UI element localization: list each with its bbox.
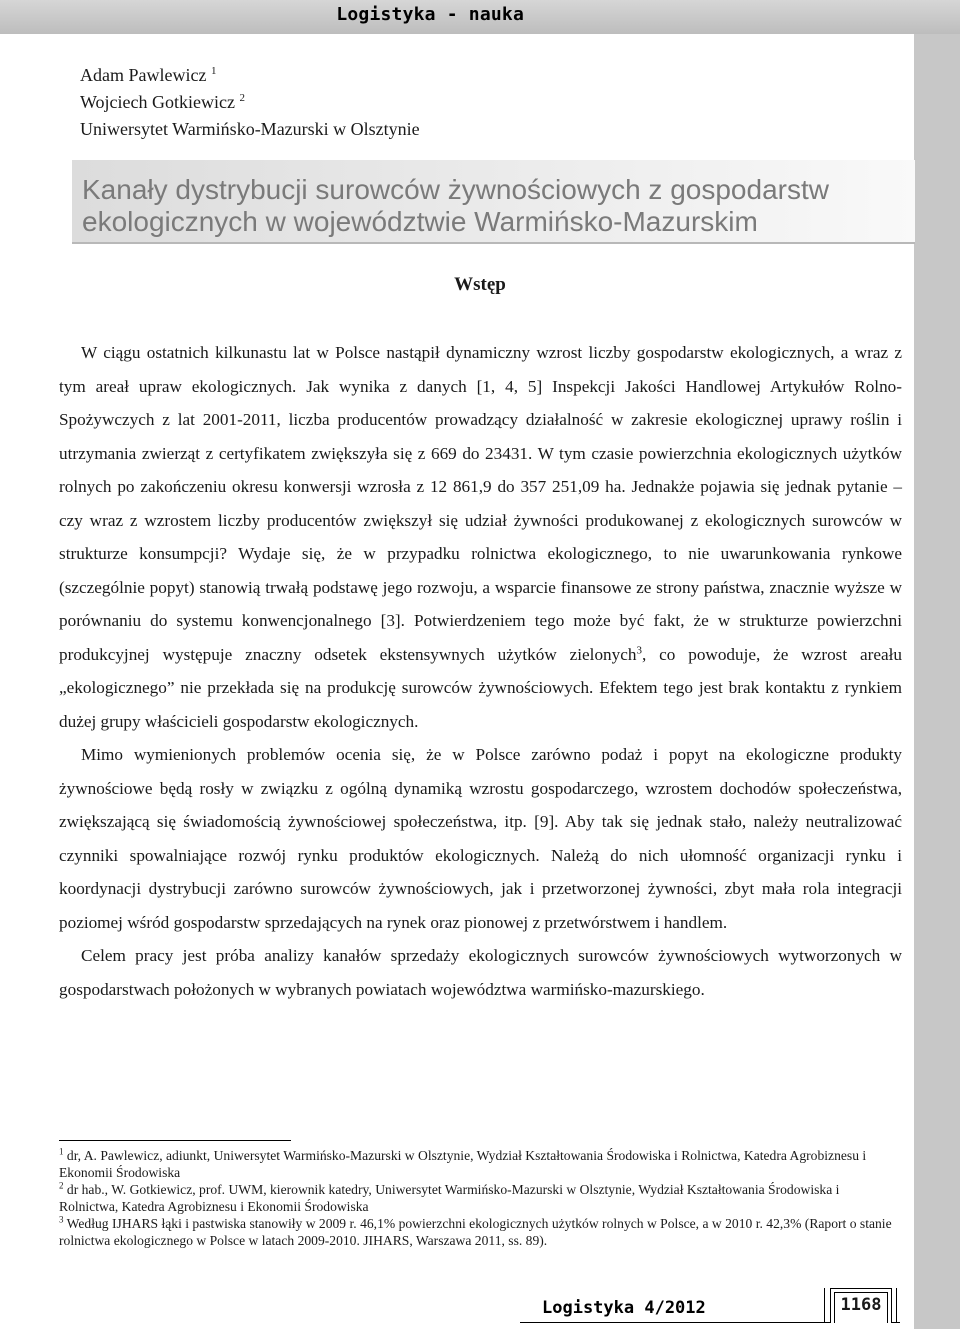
author-2: Wojciech Gotkiewicz $^2$ xyxy=(80,92,245,112)
header-title: Logistyka - nauka xyxy=(336,4,524,25)
author-1: Adam Pawlewicz $^1$ xyxy=(80,65,217,85)
affiliation: Uniwersytet Warmińsko-Mazurski w Olsztynie xyxy=(80,119,420,139)
page-number: 1168 xyxy=(840,1295,882,1315)
footnote-2: $^2$ dr hab., W. Gotkiewicz, prof. UWM, kierownik katedry, Uniwersytet Warmińsko-Mazurski w Olsztynie, Wydział Kształtowania Środowiska i Rolnictwa, Katedra Agrobiznesu i Ekonomii Środowiska xyxy=(59,1180,840,1214)
footnotes xyxy=(59,1147,902,1249)
header-bar xyxy=(0,0,960,34)
footer-divider-left xyxy=(824,1288,825,1322)
paragraph-3: Celem pracy jest próba analizy kanałów sprzedaży ekologicznych surowców żywnościowych wytworzonych w gospodarstwach położonych w wybranych powiatach województwa warmińsko-mazurskiego. xyxy=(59,946,902,999)
title-box xyxy=(72,160,915,244)
author-2-footnote-ref[interactable]: 2 xyxy=(239,92,245,104)
right-margin-strip xyxy=(914,34,960,1329)
article-body xyxy=(59,336,902,1006)
paragraph-2: Mimo wymienionych problemów ocenia się, że w Polsce zarówno podaż i popyt na ekologiczne produkty żywnościowe będą rosły w związku z ogólną dynamiką wzrostu gospodarczego, wzrostem dochodów społeczeństwa, zwiększającą się świadomością żywnościowej społeczeństwa, itp. [9]. Aby tak się jednak stało, należy neutralizować czynniki spowalniające rozwój rynku produktów ekologicznych. Należą do nich ułomność organizacji rynku i koordynacji dystrybucji zarówno surowców żywnościowych, jak i przetworzonej żywności, zbyt mała rola integracji poziomej wśród gospodarstw sprzedających na rynek oraz pionowej z przetwórstwem i handlem. xyxy=(59,745,902,932)
footnote-3: $^3$ Według IJHARS łąki i pastwiska stanowiły w 2009 r. 46,1% powierzchni ekologicznych użytków rolnych w Polsce, a w 2010 r. 42,3% (Raport o stanie rolnictwa ekologicznego w Polsce w latach 2009-2010. JIHARS, Warszawa 2011, ss. 89). xyxy=(59,1214,892,1248)
article-title: Kanały dystrybucji surowców żywnościowych z gospodarstw ekologicznych w województwie Warmińsko-Mazurskim xyxy=(82,174,829,237)
paragraph-1: W ciągu ostatnich kilkunastu lat w Polsce nastąpił dynamiczny wzrost liczby gospodarstw ekologicznych, a wraz z tym areał upraw ekologicznych. Jak wynika z danych [1, 4, 5] Inspekcji Jakości Handlowej Artykułów Rolno-Spożywczych z lat 2001-2011, liczba producentów prowadzący działalność w zakresie ekologicznej uprawy roślin i utrzymania zwierząt z certyfikatem zwiększyła się z 669 do 23431. W tym czasie powierzchnia ekologicznych użytków rolnych po zakończeniu okresu konwersji wzrosła z 12 861,9 do 357 251,09 ha. Jednakże pojawia się jednak pytanie – czy wraz z wzrostem liczby producentów zwiększył się udział żywności produkowanej z ekologicznych surowców w strukturze konsumpcji? Wydaje się, że w przypadku rolnictwa ekologicznego, to nie uwarunkowania rynkowe (szczególnie popyt) stanowią trwałą podstawę jego rozwoju, a wsparcie finansowe ze strony państwa, znacznie wyższe w porównaniu do systemu konwencjonalnego [3]. Potwierdzeniem tego może być fakt, że w strukturze powierzchni produkcyjnej występuje znaczny odsetek ekstensywnych użytków zielonych$^3$, co powoduje, że wzrost areału „ekologicznego” nie przekłada się na produkcję surowców żywnościowych. Efektem tego jest brak kontaktu z rynkiem dużej grupy właścicieli gospodarstw ekologicznych. xyxy=(59,343,902,731)
footnote-1: $^1$ dr, A. Pawlewicz, adiunkt, Uniwersytet Warmińsko-Mazurski w Olsztynie, Wydział Kształtowania Środowiska i Rolnictwa, Katedra Agrobiznesu i Ekonomii Środowiska xyxy=(59,1146,867,1180)
journal-name: Logistyka 4/2012 xyxy=(542,1298,706,1318)
footnote-ref-3[interactable]: 3 xyxy=(636,643,642,656)
footnote-divider xyxy=(59,1140,291,1141)
author-block xyxy=(80,62,420,143)
section-heading: Wstęp xyxy=(454,274,506,295)
author-1-footnote-ref[interactable]: 1 xyxy=(210,65,217,77)
footer-divider-right xyxy=(896,1288,897,1322)
page-number-box xyxy=(830,1288,892,1323)
